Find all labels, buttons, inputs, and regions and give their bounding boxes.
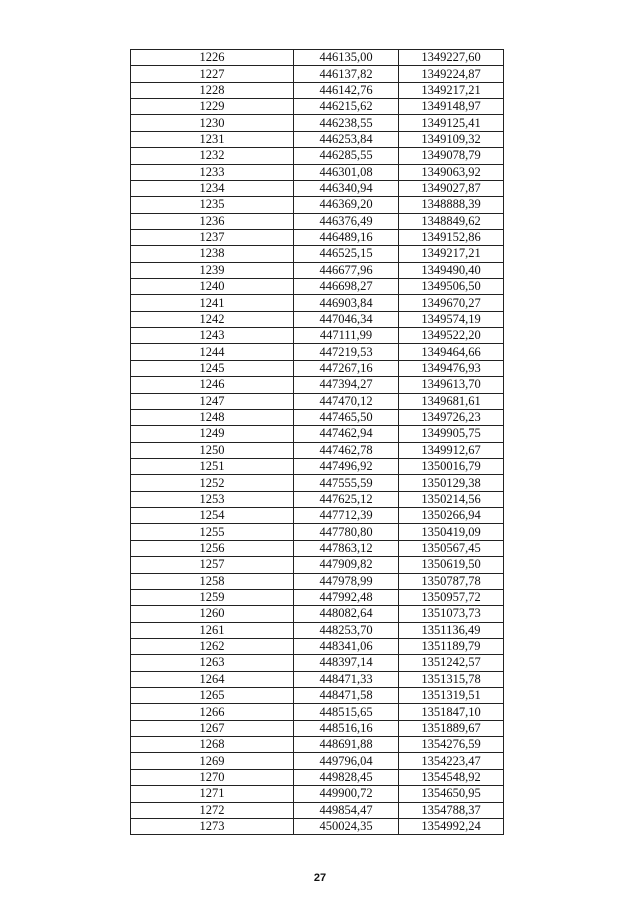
- point-number-cell: 1272: [131, 802, 294, 818]
- table-row: [131, 508, 504, 524]
- table-row: [131, 458, 504, 474]
- point-number-cell: 1238: [131, 246, 294, 262]
- y-coordinate-cell: 1354992,24: [399, 818, 504, 834]
- y-coordinate-cell: 1354650,95: [399, 786, 504, 802]
- y-coordinate-cell: 1351136,49: [399, 622, 504, 638]
- table-row: [131, 491, 504, 507]
- y-coordinate-cell: 1350214,56: [399, 491, 504, 507]
- point-number-cell: 1233: [131, 164, 294, 180]
- y-coordinate-cell: 1351073,73: [399, 606, 504, 622]
- point-number-cell: 1250: [131, 442, 294, 458]
- table-row: [131, 655, 504, 671]
- x-coordinate-cell: 449854,47: [294, 802, 399, 818]
- table-row: [131, 148, 504, 164]
- table-row: [131, 573, 504, 589]
- table-row: [131, 753, 504, 769]
- table-row: [131, 540, 504, 556]
- x-coordinate-cell: 446376,49: [294, 213, 399, 229]
- y-coordinate-cell: 1349125,41: [399, 115, 504, 131]
- y-coordinate-cell: 1350419,09: [399, 524, 504, 540]
- x-coordinate-cell: 446285,55: [294, 148, 399, 164]
- y-coordinate-cell: 1349574,19: [399, 311, 504, 327]
- y-coordinate-cell: 1349217,21: [399, 82, 504, 98]
- page-number: 27: [313, 872, 327, 884]
- x-coordinate-cell: 447863,12: [294, 540, 399, 556]
- y-coordinate-cell: 1350787,78: [399, 573, 504, 589]
- x-coordinate-cell: 447496,92: [294, 458, 399, 474]
- point-number-cell: 1268: [131, 737, 294, 753]
- x-coordinate-cell: 447394,27: [294, 377, 399, 393]
- y-coordinate-cell: 1350129,38: [399, 475, 504, 491]
- point-number-cell: 1265: [131, 688, 294, 704]
- x-coordinate-cell: 446677,96: [294, 262, 399, 278]
- table-row: [131, 115, 504, 131]
- point-number-cell: 1262: [131, 638, 294, 654]
- y-coordinate-cell: 1349109,32: [399, 131, 504, 147]
- y-coordinate-cell: 1350619,50: [399, 557, 504, 573]
- point-number-cell: 1267: [131, 720, 294, 736]
- table-row: [131, 475, 504, 491]
- x-coordinate-cell: 446215,62: [294, 99, 399, 115]
- point-number-cell: 1251: [131, 458, 294, 474]
- point-number-cell: 1254: [131, 508, 294, 524]
- x-coordinate-cell: 446525,15: [294, 246, 399, 262]
- x-coordinate-cell: 448691,88: [294, 737, 399, 753]
- y-coordinate-cell: 1354223,47: [399, 753, 504, 769]
- table-row: [131, 786, 504, 802]
- x-coordinate-cell: 447465,50: [294, 409, 399, 425]
- point-number-cell: 1237: [131, 229, 294, 245]
- x-coordinate-cell: 447992,48: [294, 589, 399, 605]
- table-row: [131, 688, 504, 704]
- y-coordinate-cell: 1349506,50: [399, 279, 504, 295]
- x-coordinate-cell: 446238,55: [294, 115, 399, 131]
- point-number-cell: 1235: [131, 197, 294, 213]
- table-row: [131, 802, 504, 818]
- x-coordinate-cell: 446340,94: [294, 180, 399, 196]
- x-coordinate-cell: 446137,82: [294, 66, 399, 82]
- x-coordinate-cell: 446698,27: [294, 279, 399, 295]
- x-coordinate-cell: 447780,80: [294, 524, 399, 540]
- y-coordinate-cell: 1351319,51: [399, 688, 504, 704]
- table-row: [131, 671, 504, 687]
- table-row: [131, 409, 504, 425]
- x-coordinate-cell: 447219,53: [294, 344, 399, 360]
- point-number-cell: 1232: [131, 148, 294, 164]
- point-number-cell: 1271: [131, 786, 294, 802]
- point-number-cell: 1229: [131, 99, 294, 115]
- table-row: [131, 246, 504, 262]
- y-coordinate-cell: 1349912,67: [399, 442, 504, 458]
- x-coordinate-cell: 449900,72: [294, 786, 399, 802]
- y-coordinate-cell: 1349681,61: [399, 393, 504, 409]
- y-coordinate-cell: 1351189,79: [399, 638, 504, 654]
- y-coordinate-cell: 1350567,45: [399, 540, 504, 556]
- y-coordinate-cell: 1349905,75: [399, 426, 504, 442]
- point-number-cell: 1230: [131, 115, 294, 131]
- table-row: [131, 704, 504, 720]
- table-row: [131, 737, 504, 753]
- table-row: [131, 197, 504, 213]
- x-coordinate-cell: 446369,20: [294, 197, 399, 213]
- point-number-cell: 1252: [131, 475, 294, 491]
- y-coordinate-cell: 1351847,10: [399, 704, 504, 720]
- point-number-cell: 1227: [131, 66, 294, 82]
- point-number-cell: 1239: [131, 262, 294, 278]
- table-row: [131, 295, 504, 311]
- table-row: [131, 360, 504, 376]
- point-number-cell: 1260: [131, 606, 294, 622]
- table-row: [131, 229, 504, 245]
- y-coordinate-cell: 1350957,72: [399, 589, 504, 605]
- point-number-cell: 1263: [131, 655, 294, 671]
- y-coordinate-cell: 1349152,86: [399, 229, 504, 245]
- coordinates-table-body: [131, 50, 504, 835]
- y-coordinate-cell: 1349217,21: [399, 246, 504, 262]
- point-number-cell: 1234: [131, 180, 294, 196]
- table-row: [131, 393, 504, 409]
- point-number-cell: 1257: [131, 557, 294, 573]
- x-coordinate-cell: 447111,99: [294, 328, 399, 344]
- point-number-cell: 1273: [131, 818, 294, 834]
- table-row: [131, 262, 504, 278]
- table-row: [131, 720, 504, 736]
- point-number-cell: 1245: [131, 360, 294, 376]
- x-coordinate-cell: 447978,99: [294, 573, 399, 589]
- y-coordinate-cell: 1349476,93: [399, 360, 504, 376]
- point-number-cell: 1247: [131, 393, 294, 409]
- table-row: [131, 50, 504, 66]
- table-row: [131, 311, 504, 327]
- point-number-cell: 1255: [131, 524, 294, 540]
- x-coordinate-cell: 446903,84: [294, 295, 399, 311]
- table-row: [131, 99, 504, 115]
- y-coordinate-cell: 1351315,78: [399, 671, 504, 687]
- y-coordinate-cell: 1350266,94: [399, 508, 504, 524]
- table-row: [131, 344, 504, 360]
- point-number-cell: 1243: [131, 328, 294, 344]
- y-coordinate-cell: 1354788,37: [399, 802, 504, 818]
- y-coordinate-cell: 1349078,79: [399, 148, 504, 164]
- x-coordinate-cell: 446142,76: [294, 82, 399, 98]
- x-coordinate-cell: 447462,78: [294, 442, 399, 458]
- y-coordinate-cell: 1351242,57: [399, 655, 504, 671]
- x-coordinate-cell: 448515,65: [294, 704, 399, 720]
- x-coordinate-cell: 447470,12: [294, 393, 399, 409]
- table-row: [131, 606, 504, 622]
- y-coordinate-cell: 1349613,70: [399, 377, 504, 393]
- table-row: [131, 442, 504, 458]
- point-number-cell: 1259: [131, 589, 294, 605]
- point-number-cell: 1228: [131, 82, 294, 98]
- table-row: [131, 524, 504, 540]
- point-number-cell: 1241: [131, 295, 294, 311]
- x-coordinate-cell: 448471,33: [294, 671, 399, 687]
- table-row: [131, 279, 504, 295]
- x-coordinate-cell: 446301,08: [294, 164, 399, 180]
- x-coordinate-cell: 447909,82: [294, 557, 399, 573]
- x-coordinate-cell: 448253,70: [294, 622, 399, 638]
- table-row: [131, 426, 504, 442]
- point-number-cell: 1236: [131, 213, 294, 229]
- table-row: [131, 589, 504, 605]
- table-row: [131, 557, 504, 573]
- point-number-cell: 1266: [131, 704, 294, 720]
- x-coordinate-cell: 447712,39: [294, 508, 399, 524]
- point-number-cell: 1258: [131, 573, 294, 589]
- table-row: [131, 638, 504, 654]
- point-number-cell: 1261: [131, 622, 294, 638]
- y-coordinate-cell: 1349224,87: [399, 66, 504, 82]
- table-row: [131, 377, 504, 393]
- point-number-cell: 1253: [131, 491, 294, 507]
- point-number-cell: 1242: [131, 311, 294, 327]
- y-coordinate-cell: 1349670,27: [399, 295, 504, 311]
- x-coordinate-cell: 449796,04: [294, 753, 399, 769]
- point-number-cell: 1246: [131, 377, 294, 393]
- x-coordinate-cell: 446135,00: [294, 50, 399, 66]
- x-coordinate-cell: 448397,14: [294, 655, 399, 671]
- y-coordinate-cell: 1349027,87: [399, 180, 504, 196]
- point-number-cell: 1270: [131, 769, 294, 785]
- x-coordinate-cell: 446253,84: [294, 131, 399, 147]
- point-number-cell: 1256: [131, 540, 294, 556]
- table-row: [131, 818, 504, 834]
- table-row: [131, 328, 504, 344]
- y-coordinate-cell: 1349148,97: [399, 99, 504, 115]
- point-number-cell: 1269: [131, 753, 294, 769]
- coordinates-table: [130, 49, 504, 835]
- x-coordinate-cell: 447462,94: [294, 426, 399, 442]
- point-number-cell: 1264: [131, 671, 294, 687]
- point-number-cell: 1248: [131, 409, 294, 425]
- x-coordinate-cell: 447625,12: [294, 491, 399, 507]
- y-coordinate-cell: 1350016,79: [399, 458, 504, 474]
- point-number-cell: 1240: [131, 279, 294, 295]
- y-coordinate-cell: 1348888,39: [399, 197, 504, 213]
- y-coordinate-cell: 1349063,92: [399, 164, 504, 180]
- x-coordinate-cell: 447267,16: [294, 360, 399, 376]
- x-coordinate-cell: 447046,34: [294, 311, 399, 327]
- x-coordinate-cell: 449828,45: [294, 769, 399, 785]
- table-row: [131, 82, 504, 98]
- y-coordinate-cell: 1349227,60: [399, 50, 504, 66]
- x-coordinate-cell: 448471,58: [294, 688, 399, 704]
- table-row: [131, 213, 504, 229]
- table-row: [131, 769, 504, 785]
- y-coordinate-cell: 1349490,40: [399, 262, 504, 278]
- y-coordinate-cell: 1351889,67: [399, 720, 504, 736]
- table-row: [131, 164, 504, 180]
- y-coordinate-cell: 1354276,59: [399, 737, 504, 753]
- point-number-cell: 1231: [131, 131, 294, 147]
- y-coordinate-cell: 1349464,66: [399, 344, 504, 360]
- table-row: [131, 131, 504, 147]
- x-coordinate-cell: 448341,06: [294, 638, 399, 654]
- y-coordinate-cell: 1348849,62: [399, 213, 504, 229]
- x-coordinate-cell: 446489,16: [294, 229, 399, 245]
- x-coordinate-cell: 448516,16: [294, 720, 399, 736]
- x-coordinate-cell: 448082,64: [294, 606, 399, 622]
- x-coordinate-cell: 450024,35: [294, 818, 399, 834]
- table-row: [131, 66, 504, 82]
- y-coordinate-cell: 1349522,20: [399, 328, 504, 344]
- table-row: [131, 622, 504, 638]
- table-row: [131, 180, 504, 196]
- point-number-cell: 1244: [131, 344, 294, 360]
- y-coordinate-cell: 1354548,92: [399, 769, 504, 785]
- point-number-cell: 1249: [131, 426, 294, 442]
- y-coordinate-cell: 1349726,23: [399, 409, 504, 425]
- x-coordinate-cell: 447555,59: [294, 475, 399, 491]
- point-number-cell: 1226: [131, 50, 294, 66]
